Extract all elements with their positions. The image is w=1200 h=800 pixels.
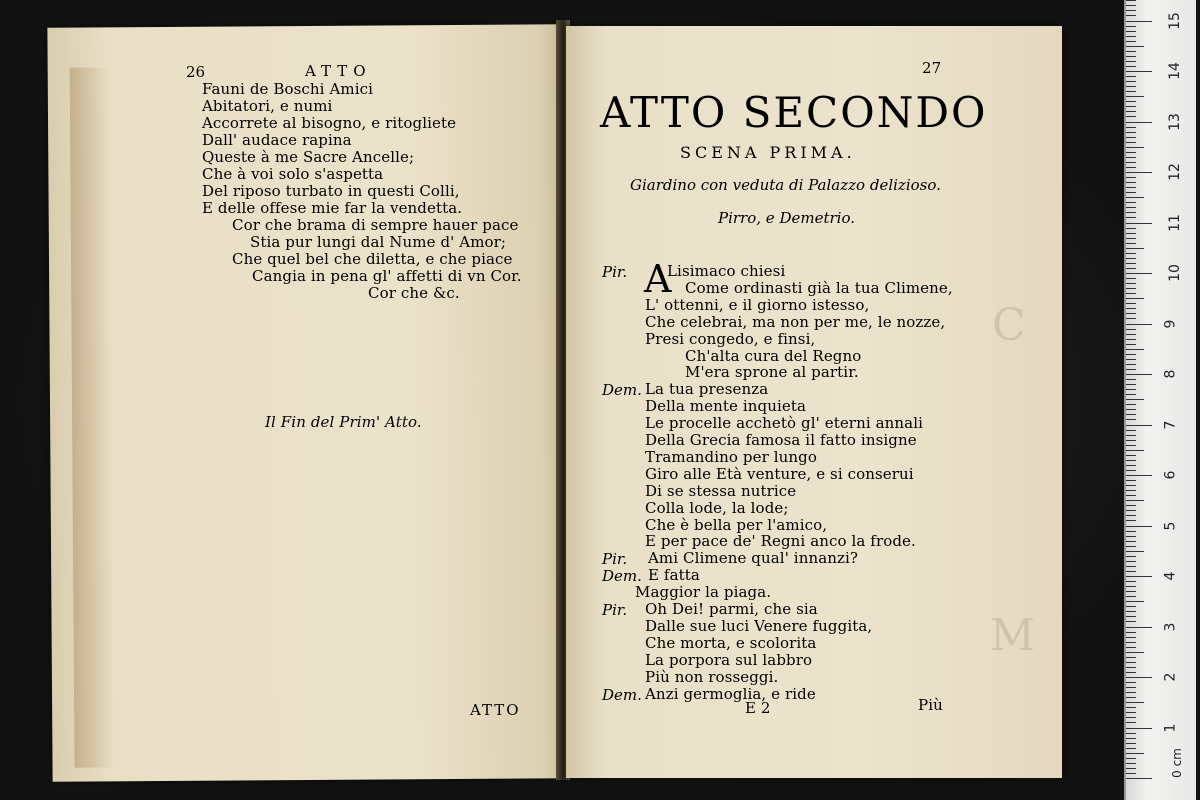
- ruler-tick: [1126, 536, 1136, 537]
- speaker-label: Pir.: [602, 601, 628, 619]
- ruler-tick: [1126, 510, 1136, 511]
- ruler-tick: [1126, 450, 1144, 451]
- ruler-tick: [1126, 167, 1136, 168]
- ruler-tick: [1126, 692, 1136, 693]
- ruler-number: 2: [1162, 672, 1179, 682]
- bleed-through-mark: C: [992, 300, 1026, 351]
- ruler-number: 10: [1166, 264, 1183, 282]
- ruler-tick: [1126, 0, 1136, 1]
- verse-line: Stia pur lungi dal Nume d' Amor;: [250, 233, 507, 251]
- ruler-tick: [1126, 601, 1144, 602]
- dialogue-line: La tua presenza: [645, 380, 769, 399]
- ruler-tick: [1126, 773, 1136, 774]
- ruler-tick: [1126, 435, 1136, 436]
- ruler-tick: [1126, 298, 1144, 299]
- ruler-tick: [1126, 561, 1136, 562]
- ruler-tick: [1126, 591, 1136, 592]
- ruler-tick: [1126, 556, 1136, 557]
- ruler-tick: [1126, 379, 1136, 380]
- ruler-tick: [1126, 495, 1136, 496]
- dialogue-line: Della mente inquieta: [645, 397, 807, 416]
- ruler-tick: [1126, 233, 1136, 234]
- ruler-tick: [1126, 324, 1152, 325]
- ruler-tick: [1126, 258, 1136, 259]
- ruler-tick: [1126, 697, 1136, 698]
- left-catchword: ATTO: [470, 701, 521, 719]
- ruler-tick: [1126, 288, 1136, 289]
- dialogue-line: Più non rosseggi.: [645, 667, 779, 686]
- end-of-act-note: Il Fin del Prim' Atto.: [265, 413, 422, 431]
- ruler-tick: [1126, 132, 1136, 133]
- speaker-label: Dem.: [602, 685, 642, 704]
- ruler-tick: [1126, 369, 1136, 370]
- ruler-tick: [1126, 122, 1152, 123]
- ruler-tick: [1126, 465, 1136, 466]
- drop-cap: A: [644, 257, 672, 301]
- bleed-through-mark: M: [990, 610, 1036, 661]
- ruler-tick: [1126, 500, 1144, 501]
- ruler-tick: [1126, 707, 1136, 708]
- ruler-tick: [1126, 283, 1136, 284]
- ruler-tick: [1126, 41, 1136, 42]
- speaker-label: Dem.: [602, 567, 642, 586]
- ruler-tick: [1126, 313, 1136, 314]
- ruler-tick: [1126, 652, 1144, 653]
- ruler-tick: [1126, 531, 1136, 532]
- ruler-tick: [1126, 147, 1144, 148]
- ruler-tick: [1126, 445, 1136, 446]
- verse-line: Dall' audace rapina: [202, 131, 352, 149]
- ruler-tick: [1126, 339, 1136, 340]
- ruler-tick: [1126, 364, 1136, 365]
- ruler-tick: [1126, 722, 1136, 723]
- dialogue-line: Ami Climene qual' innanzi?: [648, 549, 859, 568]
- ruler-tick: [1126, 359, 1136, 360]
- ruler-tick: [1126, 374, 1152, 375]
- ruler-unit: 0 cm: [1169, 748, 1184, 778]
- ruler-tick: [1126, 344, 1136, 345]
- ruler-tick: [1126, 738, 1136, 739]
- verse-line: Queste à me Sacre Ancelle;: [202, 148, 415, 166]
- ruler-tick: [1126, 86, 1136, 87]
- ruler-tick: [1126, 15, 1136, 16]
- dialogue-line: Che morta, e scolorita: [645, 633, 817, 652]
- dialogue-line: Come ordinasti già la tua Climene,: [685, 278, 953, 297]
- left-page-number: 26: [186, 63, 206, 81]
- ruler-tick: [1126, 26, 1136, 27]
- ruler-tick: [1126, 682, 1136, 683]
- ruler-tick: [1126, 778, 1152, 779]
- dialogue-line: Tramandino per lungo: [645, 447, 817, 466]
- ruler-tick: [1126, 329, 1136, 330]
- ruler-tick: [1126, 455, 1136, 456]
- ruler-tick: [1126, 621, 1136, 622]
- dialogue-line: Ch'alta cura del Regno: [685, 346, 862, 365]
- ruler-tick: [1126, 485, 1136, 486]
- ruler-tick: [1126, 637, 1136, 638]
- ruler-tick: [1126, 657, 1136, 658]
- ruler-tick: [1126, 66, 1136, 67]
- ruler-tick: [1126, 728, 1152, 729]
- ruler-tick: [1126, 505, 1136, 506]
- ruler-tick: [1126, 162, 1136, 163]
- verse-line: Cor che brama di sempre hauer pace: [232, 216, 519, 234]
- ruler-number: 3: [1162, 622, 1179, 631]
- ruler-tick: [1126, 768, 1136, 769]
- signature-mark: E 2: [745, 699, 771, 717]
- dialogue-line: Della Grecia famosa il fatto insigne: [645, 431, 917, 449]
- left-running-head: ATTO: [305, 62, 372, 80]
- act-title: ATTO SECONDO: [600, 88, 988, 137]
- ruler-tick: [1126, 207, 1136, 208]
- ruler-tick: [1126, 278, 1136, 279]
- ruler-tick: [1126, 142, 1136, 143]
- ruler-tick: [1126, 61, 1136, 62]
- right-catchword: Più: [918, 696, 943, 714]
- ruler-tick: [1126, 228, 1136, 229]
- ruler-tick: [1126, 197, 1144, 198]
- verse-line: Che à voi solo s'aspetta: [202, 165, 384, 183]
- ruler-tick: [1126, 409, 1136, 410]
- verse-line: Cangia in pena gl' affetti di vn Cor.: [252, 267, 522, 285]
- dialogue-line: La porpora sul labbro: [645, 650, 813, 669]
- ruler-number: 11: [1166, 213, 1183, 232]
- ruler-tick: [1126, 10, 1136, 11]
- ruler-tick: [1126, 253, 1136, 254]
- ruler-tick: [1126, 753, 1144, 754]
- verse-line: Cor che &c.: [368, 284, 460, 302]
- ruler-tick: [1126, 56, 1136, 57]
- ruler-tick: [1126, 566, 1136, 567]
- ruler-tick: [1126, 480, 1136, 481]
- ruler-tick: [1126, 31, 1136, 32]
- ruler-tick: [1126, 667, 1136, 668]
- ruler-tick: [1126, 425, 1152, 426]
- verse-line: Che quel bel che diletta, e che piace: [232, 250, 513, 268]
- dialogue-line: Anzi germoglia, e ride: [645, 684, 816, 703]
- ruler-tick: [1126, 596, 1136, 597]
- ruler-tick: [1126, 642, 1136, 643]
- ruler-tick: [1126, 192, 1136, 193]
- ruler-tick: [1126, 677, 1152, 678]
- ruler-tick: [1126, 76, 1136, 77]
- ruler-tick: [1126, 430, 1136, 431]
- ruler-tick: [1126, 414, 1136, 415]
- ruler-tick: [1126, 733, 1136, 734]
- ruler-number: 6: [1162, 470, 1179, 480]
- ruler-tick: [1126, 268, 1136, 269]
- dialogue-line: Giro alle Età venture, e si conserui: [645, 464, 914, 483]
- ruler-number: 4: [1162, 571, 1179, 581]
- ruler-tick: [1126, 672, 1136, 673]
- speaker-label: Dem.: [602, 381, 642, 400]
- ruler-tick: [1126, 137, 1136, 138]
- ruler-tick: [1126, 662, 1136, 663]
- verse-line: Accorrete al bisogno, e ritogliete: [202, 114, 457, 132]
- ruler-tick: [1126, 263, 1136, 264]
- ruler-tick: [1126, 202, 1136, 203]
- speaker-label: Pir.: [602, 263, 628, 281]
- dialogue-line: E fatta: [648, 566, 700, 585]
- ruler-tick: [1126, 303, 1136, 304]
- ruler-tick: [1126, 116, 1136, 117]
- ruler-tick: [1126, 96, 1144, 97]
- ruler-tick: [1126, 526, 1152, 527]
- dialogue-line: Maggior la piaga.: [635, 583, 772, 602]
- verse-line: Fauni de Boschi Amici: [202, 80, 373, 98]
- dialogue-line: Presi congedo, e finsi,: [645, 329, 816, 348]
- ruler-tick: [1126, 571, 1136, 572]
- ruler-number: 7: [1162, 420, 1179, 429]
- ruler-tick: [1126, 576, 1152, 577]
- dialogue-line: Colla lode, la lode;: [645, 498, 789, 517]
- dialogue-line: Di se stessa nutrice: [645, 481, 797, 500]
- dialogue-line: Dalle sue luci Venere fuggita,: [645, 616, 873, 635]
- ruler-number: 12: [1166, 163, 1183, 181]
- ruler-number: 1: [1162, 723, 1179, 732]
- ruler-tick: [1126, 46, 1144, 47]
- ruler-number: 13: [1166, 112, 1183, 131]
- ruler-tick: [1126, 440, 1136, 441]
- ruler-tick: [1126, 187, 1136, 188]
- ruler-tick: [1126, 470, 1136, 471]
- ruler-tick: [1126, 318, 1136, 319]
- ruler-tick: [1126, 748, 1136, 749]
- ruler-tick: [1126, 127, 1136, 128]
- dialogue-line: Che celebrai, ma non per me, le nozze,: [645, 312, 946, 331]
- ruler-tick: [1126, 541, 1136, 542]
- ruler-tick: [1126, 611, 1136, 612]
- ruler-tick: [1126, 349, 1144, 350]
- ruler-tick: [1126, 627, 1152, 628]
- dialogue-line: Oh Dei! parmi, che sia: [645, 600, 818, 618]
- ruler-tick: [1126, 91, 1136, 92]
- ruler-tick: [1126, 404, 1136, 405]
- ruler-tick: [1126, 101, 1136, 102]
- verse-line: Abitatori, e numi: [202, 97, 333, 115]
- ruler-tick: [1126, 152, 1136, 153]
- ruler-tick: [1126, 581, 1136, 582]
- ruler-tick: [1126, 217, 1136, 218]
- ruler-tick: [1126, 632, 1136, 633]
- speaker-label: Pir.: [602, 550, 628, 569]
- ruler-tick: [1126, 743, 1136, 744]
- dialogue-line: Le procelle acchetò gl' eterni annali: [645, 414, 924, 433]
- ruler-tick: [1126, 157, 1136, 158]
- ruler-tick: [1126, 334, 1136, 335]
- ruler-tick: [1126, 616, 1136, 617]
- dialogue-line: Lisimaco chiesi: [667, 262, 786, 280]
- ruler-tick: [1126, 81, 1136, 82]
- ruler-tick: [1126, 106, 1136, 107]
- ruler-tick: [1126, 586, 1136, 587]
- ruler-tick: [1126, 551, 1144, 552]
- measuring-ruler: [1124, 0, 1196, 800]
- ruler-number: 9: [1162, 319, 1179, 328]
- dialogue-line: M'era sprone al partir.: [685, 363, 859, 382]
- ruler-tick: [1126, 177, 1136, 178]
- scene-heading: SCENA PRIMA.: [680, 143, 856, 162]
- ruler-tick: [1126, 758, 1136, 759]
- ruler-tick: [1126, 354, 1136, 355]
- ruler-tick: [1126, 394, 1136, 395]
- ruler-tick: [1126, 717, 1136, 718]
- ruler-tick: [1126, 490, 1136, 491]
- ruler-tick: [1126, 763, 1136, 764]
- ruler-tick: [1126, 172, 1152, 173]
- right-page-number: 27: [922, 59, 942, 77]
- ruler-tick: [1126, 460, 1136, 461]
- ruler-tick: [1126, 111, 1136, 112]
- ruler-tick: [1126, 223, 1152, 224]
- ruler-number: 14: [1166, 62, 1183, 80]
- ruler-tick: [1126, 308, 1136, 309]
- right-page: [566, 26, 1062, 778]
- ruler-tick: [1126, 515, 1136, 516]
- verse-line: Del riposo turbato in questi Colli,: [202, 182, 460, 200]
- ruler-tick: [1126, 21, 1152, 22]
- ruler-tick: [1126, 712, 1136, 713]
- ruler-tick: [1126, 389, 1136, 390]
- ruler-tick: [1126, 5, 1136, 6]
- ruler-tick: [1126, 182, 1136, 183]
- dialogue-line: Che è bella per l'amico,: [645, 515, 828, 534]
- scene-characters: Pirro, e Demetrio.: [718, 209, 855, 227]
- ruler-tick: [1126, 702, 1144, 703]
- ruler-number: 5: [1162, 521, 1179, 530]
- ruler-tick: [1126, 248, 1144, 249]
- ruler-tick: [1126, 71, 1152, 72]
- ruler-tick: [1126, 238, 1136, 239]
- ruler-tick: [1126, 212, 1136, 213]
- dialogue-line: E per pace de' Regni anco la frode.: [645, 532, 916, 551]
- ruler-tick: [1126, 419, 1136, 420]
- ruler-tick: [1126, 520, 1136, 521]
- ruler-tick: [1126, 647, 1136, 648]
- ruler-tick: [1126, 36, 1136, 37]
- scene-setting: Giardino con veduta di Palazzo delizioso.: [630, 176, 941, 194]
- ruler-number: 8: [1162, 369, 1179, 379]
- ruler-tick: [1126, 243, 1136, 244]
- ruler-tick: [1126, 51, 1136, 52]
- ruler-tick: [1126, 687, 1136, 688]
- ruler-number: 15: [1166, 11, 1183, 30]
- dialogue-line: L' ottenni, e il giorno istesso,: [645, 295, 870, 314]
- ruler-tick: [1126, 384, 1136, 385]
- ruler-tick: [1126, 546, 1136, 547]
- ruler-tick: [1126, 293, 1136, 294]
- ruler-tick: [1126, 399, 1144, 400]
- ruler-tick: [1126, 273, 1152, 274]
- ruler-tick: [1126, 475, 1152, 476]
- verse-line: E delle offese mie far la vendetta.: [202, 199, 463, 217]
- ruler-tick: [1126, 606, 1136, 607]
